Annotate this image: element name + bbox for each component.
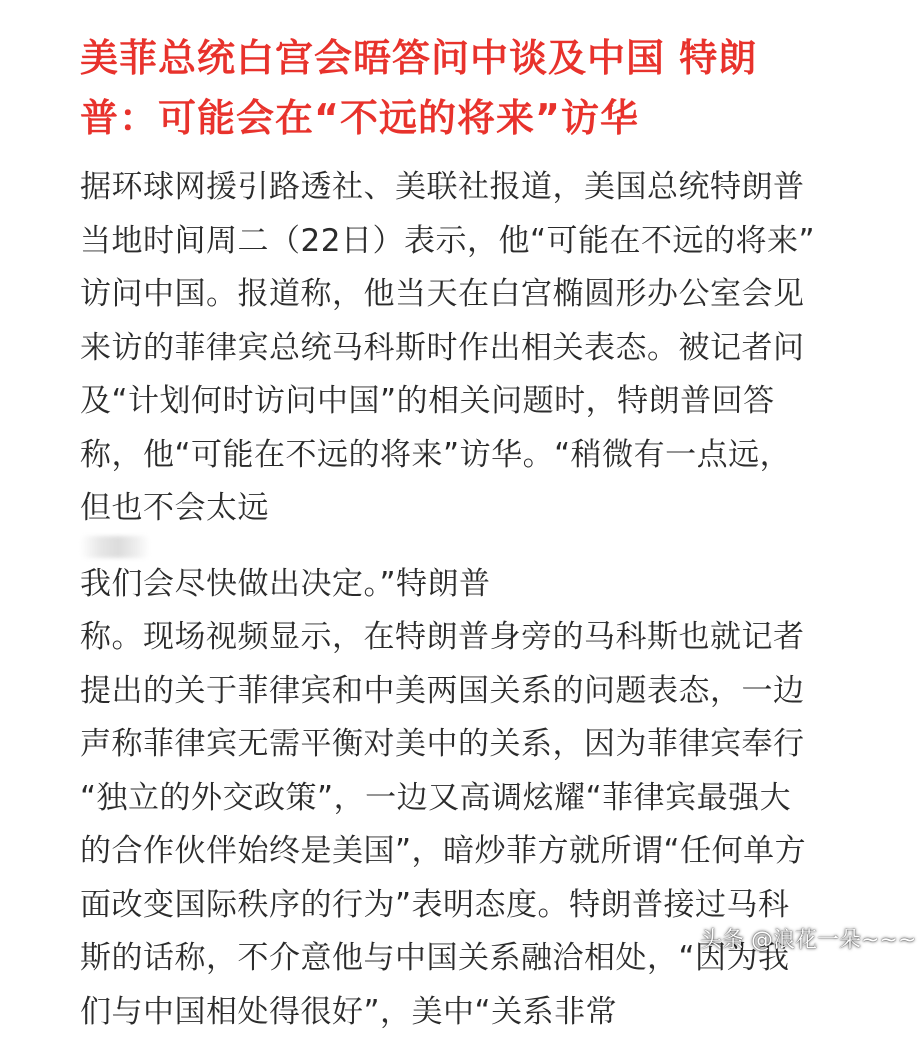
body-line-6: 称，他“可能在不远的将来”访华。“稍微有一点远， (80, 429, 900, 483)
body-line-1: 据环球网援引路透社、美联社报道，美国总统特朗普 (80, 161, 900, 215)
body-line-7-prefix: 但也不会太远 (80, 490, 269, 526)
body-line-7 (80, 482, 900, 611)
body-line-7-suffix: 我们会尽快做出决定。”特朗普 (80, 566, 491, 602)
body-line-10: 声称菲律宾无需平衡对美中的关系，因为菲律宾奉行 (80, 718, 900, 772)
body-line-8: 称。现场视频显示，在特朗普身旁的马科斯也就记者 (80, 611, 900, 665)
author-watermark: 头条 @浪花一朵~~~ (700, 926, 916, 956)
article-title (80, 28, 880, 148)
article-body (80, 161, 900, 1039)
title-line-2: 普：可能会在“不远的将来”访华 (80, 88, 880, 148)
body-line-11: “独立的外交政策”，一边又高调炫耀“菲律宾最强大 (80, 772, 900, 826)
body-line-9: 提出的关于菲律宾和中美两国关系的问题表态，一边 (80, 665, 900, 719)
body-line-12: 的合作伙伴始终是美国”，暗炒菲方就所谓“任何单方 (80, 825, 900, 879)
body-line-15: 们与中国相处得很好”，美中“关系非常 (80, 986, 900, 1039)
body-line-2: 当地时间周二（22日）表示，他“可能在不远的将来” (80, 215, 900, 269)
body-line-4: 来访的菲律宾总统马科斯时作出相关表态。被记者问 (80, 322, 900, 376)
blurred-text-mark (80, 536, 150, 558)
body-line-14: 斯的话称，不介意他与中国关系融洽相处，“因为我 (80, 932, 900, 986)
title-line-1: 美菲总统白宫会晤答问中谈及中国 特朗 (80, 28, 880, 88)
body-line-3: 访问中国。报道称，他当天在白宫椭圆形办公室会见 (80, 268, 900, 322)
body-line-5: 及“计划何时访问中国”的相关问题时，特朗普回答 (80, 375, 900, 429)
body-line-13: 面改变国际秩序的行为”表明态度。特朗普接过马科 (80, 879, 900, 933)
